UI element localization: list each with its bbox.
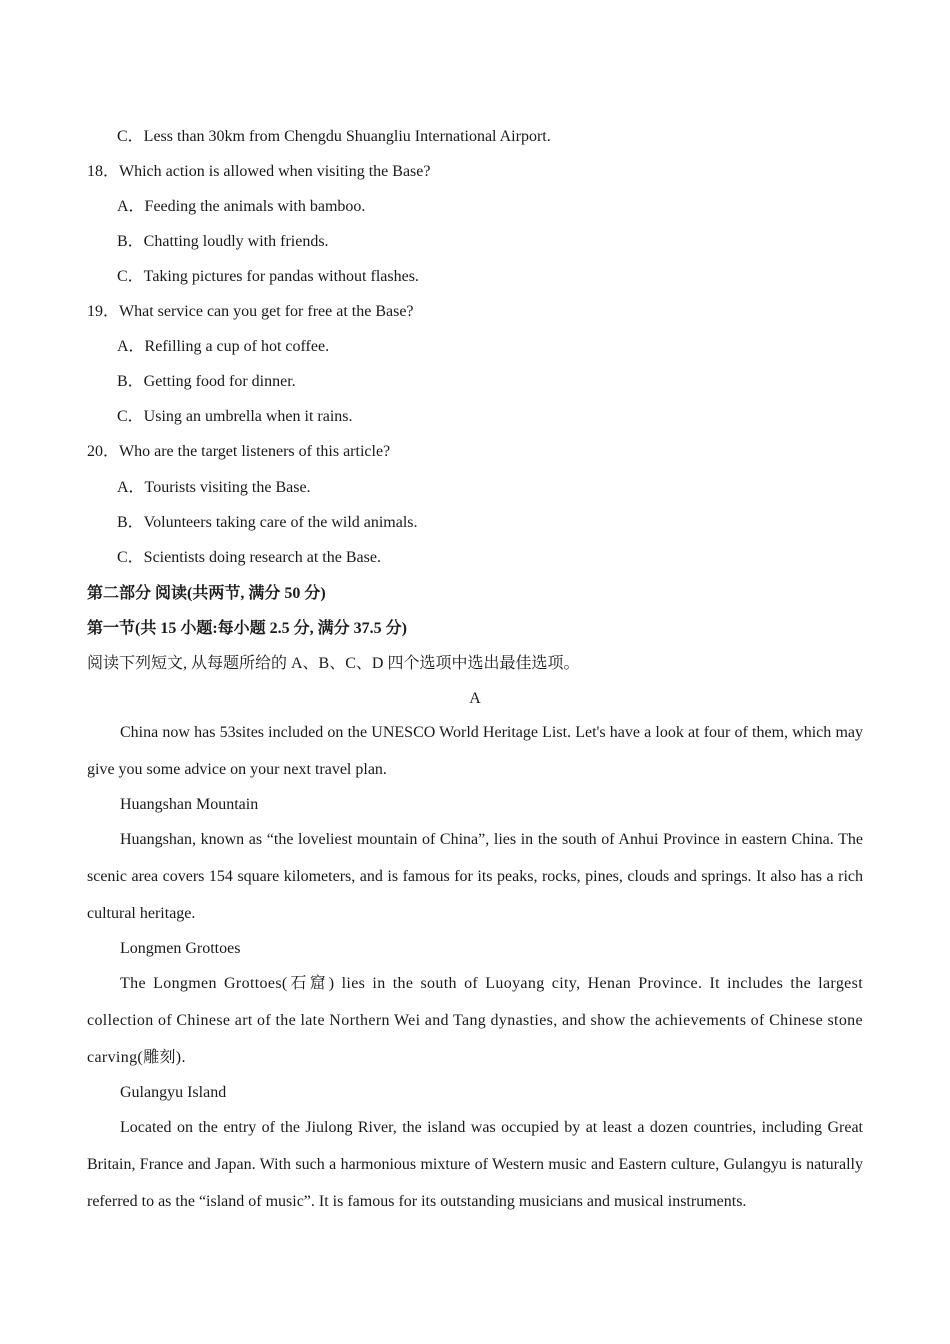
- q20-stem: 20．Who are the target listeners of this article?: [87, 443, 391, 460]
- q18-stem: 18．Which action is allowed when visiting the Base?: [87, 163, 431, 180]
- q18-option-c: C．Taking pictures for pandas without flashes.: [117, 268, 419, 285]
- passage-label: A: [469, 690, 481, 707]
- q20-option-a: A．Tourists visiting the Base.: [117, 479, 311, 496]
- q19-option-a: A．Refilling a cup of hot coffee.: [117, 338, 330, 355]
- q19-option-b: B．Getting food for dinner.: [117, 373, 296, 390]
- q18-option-b: B．Chatting loudly with friends.: [117, 233, 329, 250]
- q20-option-b: B．Volunteers taking care of the wild animals.: [117, 514, 418, 531]
- site-text-longmen: The Longmen Grottoes(石窟) lies in the south of Luoyang city, Henan Province. It includes the largest collection of Chinese art of the late Northern Wei and Tang dynasties, and show the achievements of Chinese stone carving(雕刻).: [87, 975, 863, 1066]
- part-title: 第二部分 阅读(共两节, 满分 50 分): [87, 585, 326, 602]
- site-text-huangshan: Huangshan, known as “the loveliest mountain of China”, lies in the south of Anhui Province in eastern China. The scenic area covers 154 square kilometers, and is famous for its peaks, rocks, pines, clouds and springs. It also has a rich cultural heritage.: [87, 831, 863, 922]
- site-text-gulangyu: Located on the entry of the Jiulong River, the island was occupied by at least a dozen countries, including Great Britain, France and Japan. With such a harmonious mixture of Western music and Eastern culture, Gulangyu is naturally referred to as the “island of music”. It is famous for its outstanding musicians and musical instruments.: [87, 1119, 863, 1210]
- q18-option-a: A．Feeding the animals with bamboo.: [117, 198, 366, 215]
- passage-intro: China now has 53sites included on the UNESCO World Heritage List. Let's have a look at four of them, which may give you some advice on your next travel plan.: [87, 724, 863, 778]
- q17-option-c: C．Less than 30km from Chengdu Shuangliu International Airport.: [117, 128, 551, 145]
- site-heading-longmen: Longmen Grottoes: [120, 940, 241, 957]
- subsection-title: 第一节(共 15 小题:每小题 2.5 分, 满分 37.5 分): [87, 620, 407, 637]
- instruction: 阅读下列短文, 从每题所给的 A、B、C、D 四个选项中选出最佳选项。: [87, 655, 580, 672]
- site-heading-huangshan: Huangshan Mountain: [120, 796, 259, 813]
- q20-option-c: C．Scientists doing research at the Base.: [117, 549, 381, 566]
- site-heading-gulangyu: Gulangyu Island: [120, 1084, 227, 1101]
- q19-stem: 19．What service can you get for free at the Base?: [87, 303, 414, 320]
- q19-option-c: C．Using an umbrella when it rains.: [117, 408, 353, 425]
